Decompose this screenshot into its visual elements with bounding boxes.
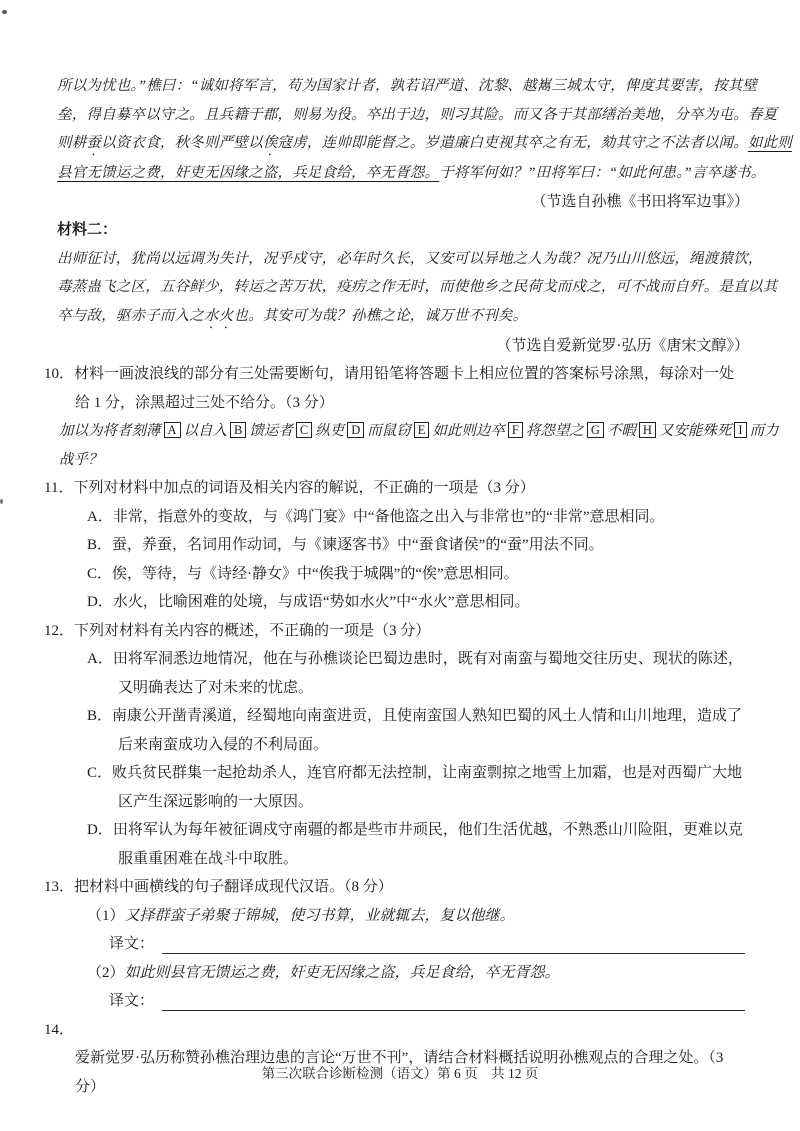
- q11-option-d: [87, 588, 749, 617]
- material-one-passage: [57, 72, 793, 216]
- scan-speck: [2, 10, 7, 14]
- break-option-box-F: F: [508, 422, 523, 438]
- q10-answer-text: 馈运者: [249, 423, 293, 439]
- material-two-passage: [57, 216, 778, 360]
- option-text: 田将军认为每年被征调戍守南疆的都是些市井顽民，他们生活优越，不熟悉山川险阻，更难以克服重重困难在战斗中取胜。: [112, 822, 743, 867]
- question-12-number: 12．: [44, 622, 75, 639]
- question-12: [44, 617, 749, 646]
- option-letter: C．: [87, 565, 113, 582]
- passage-text: 寇虏，连帅即能督之。岁遣廉白吏视其卒之有无，劾其守之不法者以闻。: [277, 135, 748, 151]
- q11-option-a: [87, 503, 749, 532]
- passage-line: [57, 302, 749, 332]
- question-13-number: 13．: [44, 879, 75, 895]
- q13-item-1: [87, 902, 749, 931]
- break-option-box-B: B: [230, 422, 246, 438]
- passage-text: 也。其安可为哉？孙樵之论，诚万世不刊矣。: [233, 307, 528, 324]
- break-option-box-C: C: [296, 422, 312, 438]
- item-sentence: 如此则县官无馈运之费，奸吏无因缘之盗，兵足食给，卒无胥怨。: [124, 964, 560, 981]
- translation-label: 译文：: [109, 993, 155, 1009]
- underlined-sentence-start: 如此则: [747, 135, 793, 151]
- option-text: 蚕，养蚕，名词用作动词，与《谏逐客书》中“蚕食诸侯”的“蚕”用法不同。: [112, 537, 604, 553]
- question-11: [44, 474, 749, 503]
- break-option-box-H: H: [639, 422, 656, 438]
- passage-line: 所以为忧也。”樵曰：“诚如将军言，苟为国家计者，孰若诏严道、沈黎、越嶲三城太守，俾度其要害，按其壁: [57, 78, 758, 94]
- question-10-text: 材料一画波浪线的部分有三处需要断句，请用铅笔将答题卡上相应位置的答案标号涂黑，每涂对一处给 1 分，涂黑超过三处不给分。（3 分）: [74, 366, 735, 411]
- break-option-box-A: A: [164, 422, 181, 438]
- q10-answer-text: 以自入: [183, 423, 228, 439]
- q11-option-b: [87, 531, 749, 560]
- q10-answer-text: 将怨望之: [525, 423, 584, 439]
- option-text: 田将军洞悉边地情况，他在与孙樵谈论巴蜀边患时，既有对南蛮与蜀地交往历史、现状的陈述，又明确表达了对未来的忧虑。: [112, 651, 743, 696]
- exam-page-body: [44, 72, 793, 1101]
- q10-answer-text: 不暇: [606, 423, 636, 439]
- q13-translation-line-2: [109, 987, 749, 1016]
- break-option-box-G: G: [587, 422, 604, 438]
- q10-answer-text: 而鼠窃: [367, 423, 411, 439]
- emphasized-word-can: 蚕: [86, 135, 102, 151]
- option-letter: B．: [87, 708, 113, 724]
- q10-answer-text: 纵吏: [315, 423, 345, 439]
- q10-answer-line2: 战乎？: [59, 451, 103, 468]
- option-letter: A．: [87, 651, 113, 667]
- emphasized-word-si: 俟: [262, 135, 278, 151]
- option-text: 非常，指意外的变故，与《鸿门宴》中“备他盗之出入与非常也”的“非常”意思相同。: [112, 508, 665, 525]
- q11-option-c: [87, 560, 749, 589]
- question-14-number: 14．: [44, 1021, 75, 1038]
- question-11-stem: 下列对材料中加点的词语及相关内容的解说，不正确的一项是（3 分）: [73, 480, 535, 496]
- option-text: 俟，等待，与《诗经·静女》中“俟我于城隅”的“俟”意思相同。: [112, 565, 519, 582]
- q10-answer-text: 如此则边卒: [432, 423, 505, 439]
- answer-blank-line: [162, 931, 745, 954]
- scan-speck: [0, 499, 3, 504]
- passage-line: 毒蒸蛊飞之区，五谷鲜少，转运之苦万状，疫疠之作无时，而使他乡之民荷戈而戍之，可不战而自歼。是直以其: [57, 279, 778, 295]
- passage-text: 则耕: [57, 135, 87, 151]
- option-letter: A．: [87, 508, 113, 525]
- question-12-stem: 下列对材料有关内容的概述，不正确的一项是（3 分）: [74, 622, 431, 639]
- passage-line: 出师征讨，犹尚以远调为失计，况乎戍守，必年时久长，又安可以异地之人为哉？况乃山川悠远，绳渡猿饮，: [57, 250, 763, 267]
- translation-label: 译文：: [109, 936, 155, 952]
- option-letter: D．: [87, 594, 113, 610]
- q10-answer-text: 而力: [749, 423, 779, 439]
- passage-text: 卒与敌，驱赤子而入之: [57, 307, 204, 324]
- underlined-sentence-rest: 县官无馈运之费，奸吏无因缘之盗，兵足食给，卒无胥怨。: [57, 165, 440, 181]
- passage-text: 以资衣食，秋冬则严壁以: [101, 135, 263, 151]
- question-10: [44, 360, 749, 417]
- option-text: 水火，比喻困难的处境，与成语“势如水火”中“水火”意思相同。: [112, 594, 530, 610]
- page-footer: 第三次联合诊断检测（语文）第 6 页 共 12 页: [261, 1066, 539, 1081]
- option-letter: D．: [87, 822, 113, 838]
- material-two-label: 材料二：: [57, 222, 118, 238]
- break-option-box-I: I: [734, 422, 746, 438]
- passage-line: [57, 159, 766, 188]
- q10-answer-text: 加以为将者刻薄: [59, 423, 161, 439]
- passage-text: 于将军何如？”田将军曰：“如此何患。”言卒遂书。: [439, 165, 766, 181]
- passage-line: [57, 129, 793, 159]
- q12-option-d: [87, 816, 749, 873]
- q12-option-c: [87, 759, 749, 816]
- material-one-attribution: （节选自孙樵《书田将军边事》）: [531, 193, 749, 210]
- break-option-box-E: E: [414, 422, 430, 438]
- item-sentence: 又择群蛮子弟聚于锦城，使习书算，业就辄去，复以他继。: [124, 907, 515, 924]
- option-letter: B．: [87, 537, 113, 553]
- break-option-box-D: D: [347, 422, 364, 438]
- option-text: 败兵贫民群集一起抢劫杀人，连官府都无法控制，让南蛮剽掠之地雪上加霜，也是对西蜀广大地区产生深远影响的一大原因。: [112, 765, 743, 810]
- q10-answer-text: 又安能殊死: [658, 423, 732, 439]
- q12-option-a: [87, 645, 749, 702]
- passage-line: 垒，得自募卒以守之。且兵籍于郡，则易为役。卒出于边，则习其险。而又各于其部缮治美地，分卒为屯。春夏: [57, 106, 778, 123]
- option-letter: C．: [87, 765, 113, 781]
- question-13: [44, 873, 749, 902]
- q12-option-b: [87, 702, 749, 759]
- question-14: [44, 1016, 749, 1102]
- question-14-text: 爱新觉罗·弘历称赞孙樵治理边患的言论“万世不刊”，请结合材料概括说明孙樵观点的合理之处。（3 分）: [75, 1050, 724, 1095]
- question-11-number: 11．: [44, 480, 74, 496]
- q13-translation-line-1: [109, 930, 749, 959]
- question-10-number: 10．: [44, 366, 75, 382]
- question-13-stem: 把材料中画横线的句子翻译成现代汉语。（8 分）: [74, 879, 393, 895]
- item-number: （2）: [87, 964, 125, 981]
- option-text: 南康公开凿青溪道，经蜀地向南蛮进贡，且使南蛮国人熟知巴蜀的风土人情和山川地理，造成了后来南蛮成功入侵的不利局面。: [112, 708, 743, 753]
- material-two-attribution: （节选自爱新觉罗·弘历《唐宋文醇》）: [496, 337, 749, 354]
- answer-blank-line: [162, 988, 745, 1011]
- emphasized-word-shuihuo: 水火: [204, 307, 234, 324]
- item-number: （1）: [87, 907, 125, 924]
- q13-item-2: [87, 959, 749, 988]
- q10-answer-line1: [59, 417, 779, 446]
